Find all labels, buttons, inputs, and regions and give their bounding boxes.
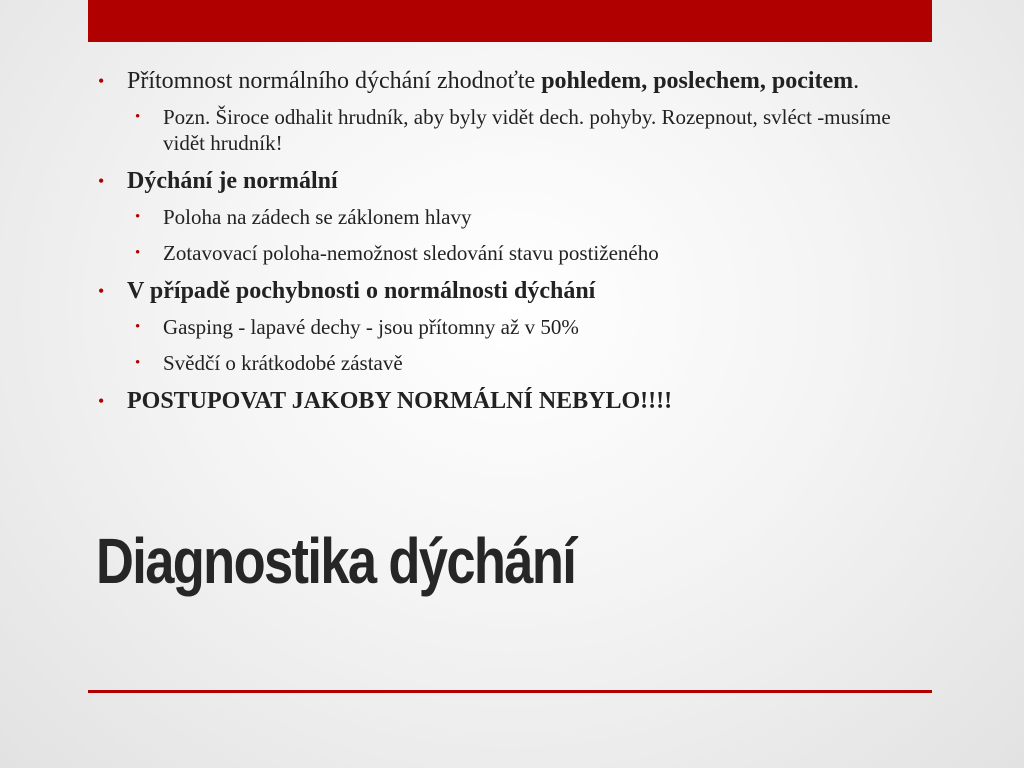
slide-title: Diagnostika dýchání [96, 525, 576, 597]
sub-bullet-text: Gasping - lapavé dechy - jsou přítomny až v 50% [163, 315, 579, 339]
bullet-icon: • [135, 355, 141, 371]
sub-bullet-3-1 [135, 314, 918, 340]
bullet-icon: • [98, 281, 105, 301]
bullet-item-4 [98, 386, 918, 416]
bullet-item-3 [98, 276, 918, 306]
sub-bullet-2-2 [135, 240, 918, 266]
sub-bullet-text: Zotavovací poloha-nemožnost sledování stavu postiženého [163, 241, 659, 265]
bullet-icon: • [135, 245, 141, 261]
top-accent-bar [88, 0, 932, 42]
bullet-item-1-text: Přítomnost normálního dýchání zhodnoťte [127, 68, 542, 94]
sub-bullet-text: Poloha na zádech se záklonem hlavy [163, 205, 472, 229]
sub-bullet-text: Svědčí o krátkodobé zástavě [163, 351, 403, 375]
bullet-icon: • [98, 391, 105, 411]
bullet-item-1 [98, 66, 918, 96]
bullet-icon: • [98, 71, 105, 91]
bullet-list [98, 66, 918, 424]
bullet-icon: • [135, 319, 141, 335]
sub-bullet-3-2 [135, 350, 918, 376]
sub-bullet-1-1 [135, 104, 918, 156]
bullet-item-1-end: . [853, 68, 860, 94]
sub-bullet-2-1 [135, 204, 918, 230]
bullet-item-1-bold: pohledem, poslechem, pocitem [541, 68, 854, 94]
bullet-item-2 [98, 166, 918, 196]
bottom-divider [88, 690, 932, 693]
sub-bullet-text: Pozn. Široce odhalit hrudník, aby byly vidět dech. pohyby. Rozepnout, svléct -musíme vidět hrudník! [163, 105, 891, 155]
bullet-icon: • [135, 209, 141, 225]
bullet-icon: • [135, 109, 141, 125]
bullet-item-2-bold: Dýchání je normální [127, 168, 338, 194]
bullet-icon: • [98, 171, 105, 191]
bullet-item-3-bold: V případě pochybnosti o normálnosti dýchání [127, 278, 596, 304]
bullet-item-4-bold: POSTUPOVAT JAKOBY NORMÁLNÍ NEBYLO!!!! [127, 388, 673, 414]
